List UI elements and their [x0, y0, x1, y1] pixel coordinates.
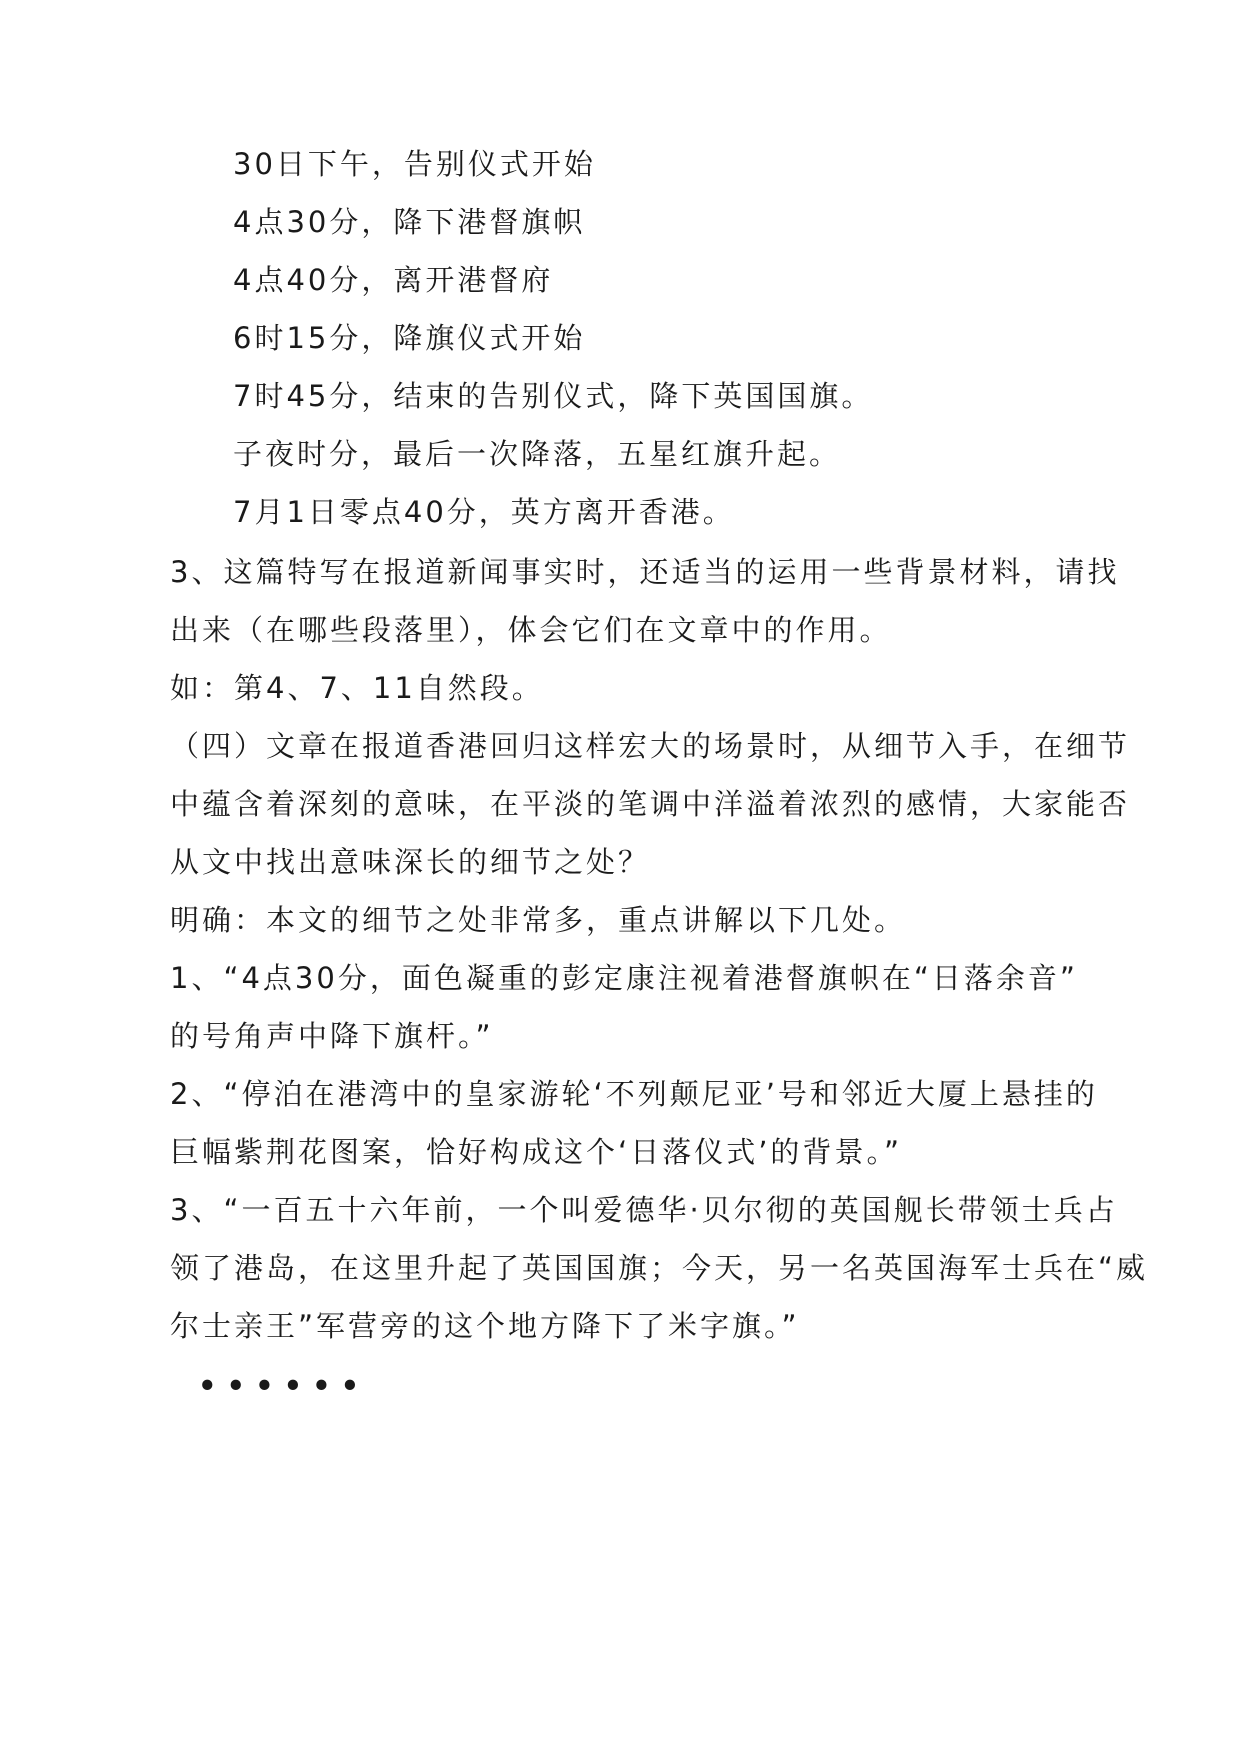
timeline-item-3: 4点40分，离开港督府	[233, 263, 554, 297]
section4-line2: 中蕴含着深刻的意味，在平淡的笔调中洋溢着浓烈的感情，大家能否	[170, 787, 1131, 821]
timeline-item-5: 7时45分，结束的告别仪式，降下英国国旗。	[233, 379, 874, 413]
ellipsis: ••••••	[198, 1369, 370, 1403]
detail3-line2: 领了港岛，在这里升起了英国国旗；今天，另一名英国海军士兵在“威	[170, 1251, 1149, 1285]
detail3-line3: 尔士亲王”军营旁的这个地方降下了米字旗。”	[170, 1309, 800, 1343]
detail3-line1: 3、“一百五十六年前，一个叫爱德华·贝尔彻的英国舰长带领士兵占	[170, 1193, 1118, 1227]
section4-clarify: 明确：本文的细节之处非常多，重点讲解以下几处。	[170, 903, 907, 937]
detail1-line1: 1、“4点30分，面色凝重的彭定康注视着港督旗帜在“日落余音”	[170, 961, 1078, 995]
timeline-item-2: 4点30分，降下港督旗帜	[233, 205, 586, 239]
section4-line3: 从文中找出意味深长的细节之处？	[170, 845, 651, 879]
question3-line1: 3、这篇特写在报道新闻事实时，还适当的运用一些背景材料，请找	[170, 555, 1120, 589]
detail1-line2: 的号角声中降下旗杆。”	[170, 1019, 494, 1053]
section4-line1: （四）文章在报道香港回归这样宏大的场景时，从细节入手，在细节	[170, 729, 1131, 763]
timeline-item-1: 30日下午，告别仪式开始	[233, 147, 596, 181]
detail2-line1: 2、“停泊在港湾中的皇家游轮‘不列颠尼亚’号和邻近大厦上悬挂的	[170, 1077, 1098, 1111]
detail2-line2: 巨幅紫荆花图案，恰好构成这个‘日落仪式’的背景。”	[170, 1135, 902, 1169]
timeline-item-6: 子夜时分，最后一次降落，五星红旗升起。	[233, 437, 842, 471]
question3-line2: 出来（在哪些段落里），体会它们在文章中的作用。	[170, 613, 892, 647]
timeline-item-4: 6时15分，降旗仪式开始	[233, 321, 586, 355]
question3-answer: 如：第4、7、11自然段。	[170, 671, 544, 705]
timeline-item-7: 7月1日零点40分，英方离开香港。	[233, 495, 735, 529]
